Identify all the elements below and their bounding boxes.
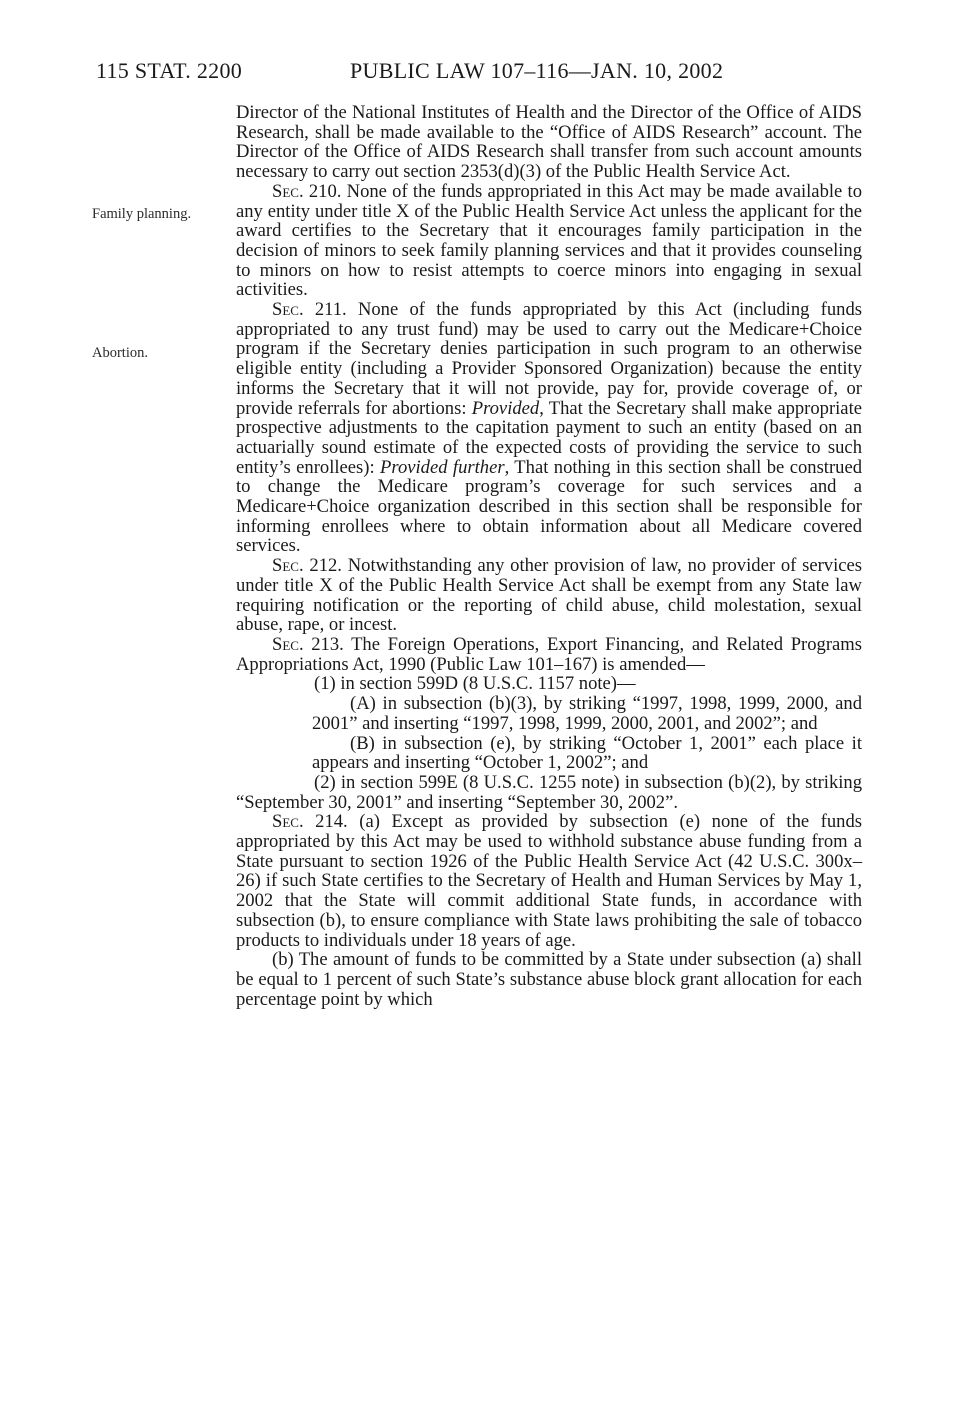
section-label: Sec. 214. [272, 811, 348, 833]
margin-note-abortion: Abortion. [92, 345, 148, 361]
section-label: Sec. 213. [272, 633, 344, 655]
section-text: (a) Except as provided by subsection (e) none of the funds appropriated by this Act may be used to withhold substance abuse funding from a State pursuant to section 1926 of the Public Health Service Act (42 U.S.C. 300x–26) if such State certifies to the Secretary of Health and Human Services by May 1, 2002 that the State will commit additional State funds, in accordance with subsection (b), to ensure compliance with State laws prohibiting the sale of tobacco products to individuals under 18 years of age. [236, 811, 862, 951]
section-text: , That the Secretary shall make appropriate prospective adjustments to the capitation payment to such an entity (based on an actuarially sound estimate of the expected costs of providing the service to such entity’s enrollees): [236, 397, 862, 478]
proviso-term: Provided [471, 397, 540, 419]
section-213-item-2: (2) in section 599E (8 U.S.C. 1255 note) in subsection (b)(2), by striking “September 30, 2001” and inserting “September 30, 2002”. [236, 771, 862, 813]
section-text: None of the funds appropriated in this Act may be made available to any entity under title X of the Public Health Service Act unless the applicant for the award certifies to the Secretary that it encourages family participation in the decision of minors to seek family planning services and that it provides counseling to minors on how to resist attempts to coerce minors into engaging in sexual activities. [236, 180, 862, 301]
page-header [96, 58, 896, 88]
section-text: Notwithstanding any other provision of law, no provider of services under title X of the Public Health Service Act shall be exempt from any State law requiring notification or the reporting of child abuse, child molestation, sexual abuse, rape, or incest. [236, 555, 862, 636]
margin-note-family-planning: Family planning. [92, 206, 192, 222]
section-label: Sec. 212. [272, 555, 342, 577]
public-law-title: PUBLIC LAW 107–116—JAN. 10, 2002 [350, 58, 724, 83]
statute-citation: 115 STAT. 2200 [96, 58, 243, 83]
section-211 [236, 300, 862, 556]
section-213 [236, 635, 862, 674]
section-213-item-1a: (A) in subsection (b)(3), by striking “1997, 1998, 1999, 2000, and 2001” and inserting “1997, 1998, 1999, 2000, 2001, and 2002”; and [312, 693, 862, 734]
section-212 [236, 556, 862, 635]
section-214 [236, 812, 862, 950]
section-213-item-1b: (B) in subsection (e), by striking “October 1, 2001” each place it appears and inserting “October 1, 2002”; and [312, 732, 862, 774]
section-text: The Foreign Operations, Export Financing, and Related Programs Appropriations Act, 1990 (Public Law 101–167) is amended— [236, 633, 862, 675]
section-label: Sec. 211. [272, 299, 347, 321]
section-text: , That nothing in this section shall be construed to change the Medicare program’s coverage for such services and a Medicare+Choice organization described in this section shall be responsible for informing enrollees where to obtain information about all Medicare covered services. [236, 456, 863, 557]
section-210 [236, 182, 862, 300]
section-214-b: (b) The amount of funds to be committed by a State under subsection (a) shall be equal to 1 percent of such State’s substance abuse block grant allocation for each percentage point by which [236, 949, 862, 1010]
section-text: None of the funds appropriated by this Act (including funds appropriated to any trust fund) may be used to carry out the Medicare+Choice program if the Secretary denies participation in such program to an otherwise eligible entity (including a Provider Sponsored Organization) because the entity informs the Secretary that it will not provide, pay for, provide coverage of, or provide referrals for abortions: [236, 299, 862, 419]
paragraph-continued: Director of the National Institutes of Health and the Director of the Office of AIDS Research, shall be made available to the “Office of AIDS Research” account. The Director of the Office of AIDS Research shall transfer from such account amounts necessary to carry out section 2353(d)(3) of the Public Health Service Act. [236, 102, 862, 183]
proviso-term: Provided further [380, 456, 505, 478]
section-label: Sec. 210. [272, 180, 342, 202]
section-213-item-1: (1) in section 599D (8 U.S.C. 1157 note)— [314, 673, 636, 695]
body-text [236, 103, 862, 1009]
